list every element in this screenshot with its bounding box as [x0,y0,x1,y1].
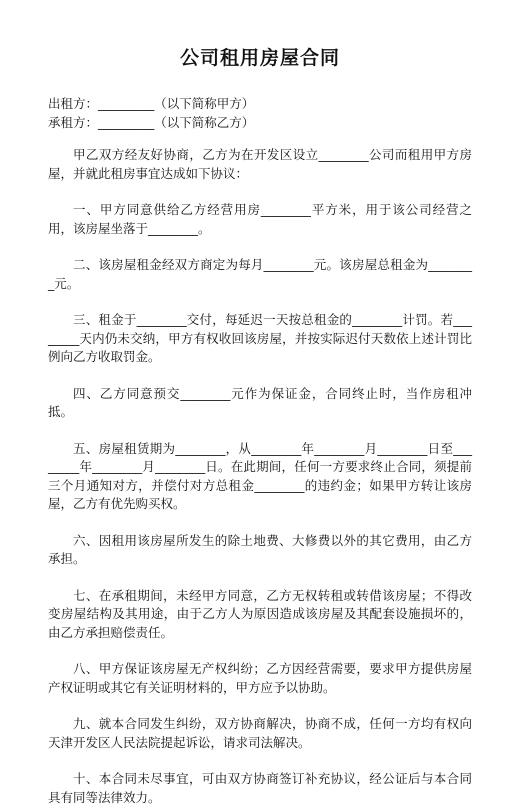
parties-block [48,94,472,132]
lessor-line: 出租方：_________（以下简称甲方） [48,96,255,111]
clause-1: 一、甲方同意供给乙方经营用房________平方米，用于该公司经营之用，该房屋坐落于________。 [48,202,472,236]
contract-title: 公司租用房屋合同 [179,47,340,69]
lessee-line: 承租方：_________（以下简称乙方） [48,115,255,130]
clause-4: 四、乙方同意预交________元作为保证金，合同终止时，当作房租冲抵。 [48,385,472,419]
clause-5: 五、房屋租赁期为________，从________年________月________日至________年________月________日。在此期间，任何一方要求终止合同，须提前三个月通知对方，并偿付对方总租金________的违约金；如果甲方转让该房屋，乙方有优先购买权。 [48,440,472,511]
clause-10: 十、本合同未尽事宜，可由双方协商签订补充协议，经公证后与本合同具有同等法律效力。 [48,771,472,805]
clause-3: 三、租金于________交付，每延迟一天按总租金的________计罚。若________天内仍未交纳，甲方有权收回该房屋，并按实际迟付天数依上述计罚比例向乙方收取罚金。 [48,312,472,364]
preamble-paragraph: 甲乙双方经友好协商，乙方为在开发区设立________公司而租用甲方房屋，并就此租房事宜达成如下协议： [48,147,472,181]
clause-6: 六、因租用该房屋所发生的除土地费、大修费以外的其它费用，由乙方承担。 [48,532,472,566]
clause-2: 二、该房屋租金经双方商定为每月________元。该房屋总租金为________元。 [48,257,472,291]
clause-8: 八、甲方保证该房屋无产权纠纷；乙方因经营需要，要求甲方提供房屋产权证明或其它有关证明材料的，甲方应予以协助。 [48,661,472,695]
clause-7: 七、在承租期间，未经甲方同意，乙方无权转租或转借该房屋；不得改变房屋结构及其用途，由于乙方人为原因造成该房屋及其配套设施损坏的，由乙方承担赔偿责任。 [48,587,472,640]
clause-9: 九、就本合同发生纠纷，双方协商解决，协商不成，任何一方均有权向天津开发区人民法院提起诉讼，请求司法解决。 [48,716,472,750]
